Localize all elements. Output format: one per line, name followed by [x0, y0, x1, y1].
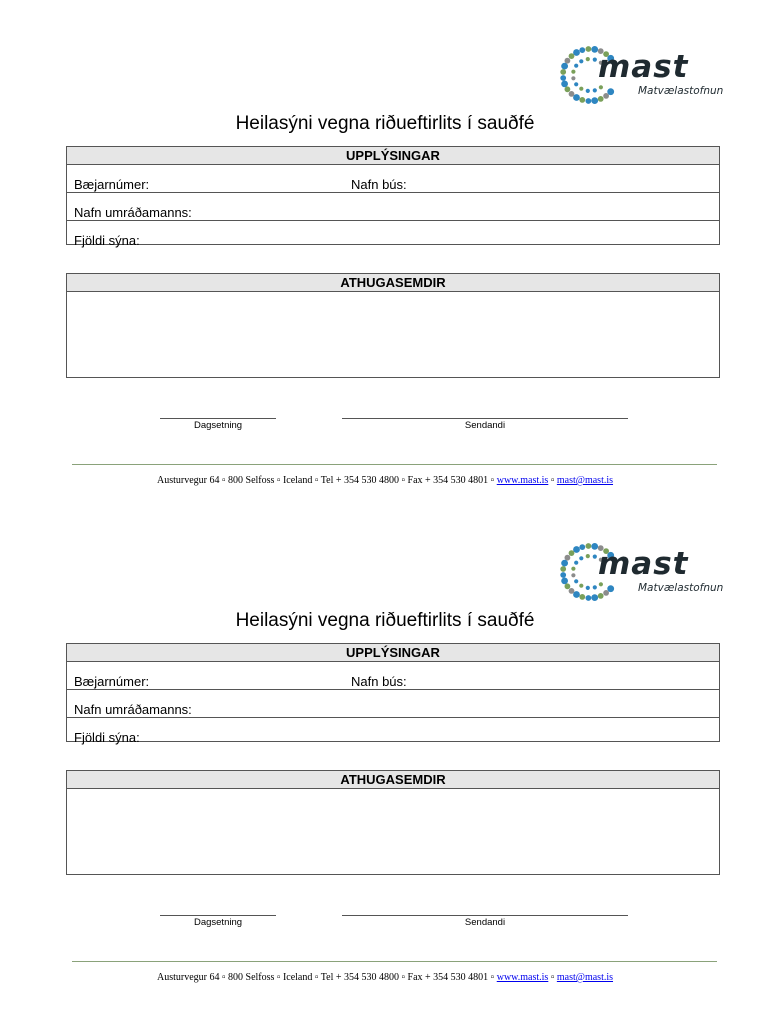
logo-dot — [586, 98, 592, 104]
logo-dot — [560, 572, 566, 578]
logo-dot — [593, 585, 597, 589]
info-section — [66, 643, 720, 745]
footer-separator: ▫ — [550, 475, 555, 486]
logo-dot — [586, 554, 590, 558]
logo-dot — [591, 97, 598, 104]
logo-dot — [586, 586, 590, 590]
notes-area[interactable] — [67, 789, 719, 875]
logo-dot — [573, 94, 580, 101]
footer-divider — [72, 464, 717, 465]
logo-dot — [574, 561, 578, 565]
handler-label: Nafn umráðamanns: — [74, 702, 192, 717]
farm-name-label: Nafn bús: — [351, 177, 407, 192]
logo-dot — [586, 57, 590, 61]
form-copy-1 — [0, 0, 770, 500]
date-signature-line[interactable] — [160, 915, 276, 916]
footer — [0, 971, 770, 984]
logo-dot — [586, 595, 592, 601]
logo-dot — [560, 69, 566, 75]
logo-dot — [565, 555, 571, 561]
logo-dot — [579, 556, 583, 560]
logo-dot — [571, 76, 575, 80]
row-sample-count[interactable] — [67, 718, 719, 745]
logo-dot — [561, 81, 568, 88]
notes-header: ATHUGASEMDIR — [67, 274, 719, 292]
logo-dot — [607, 585, 614, 592]
logo-dot — [598, 593, 604, 599]
logo-dot — [560, 75, 566, 81]
footer — [0, 474, 770, 487]
email-link[interactable]: mast@mast.is — [556, 972, 614, 983]
logo-dot — [586, 543, 592, 549]
notes-area[interactable] — [67, 292, 719, 378]
footer-separator: ▫ — [550, 972, 555, 983]
logo-dot — [569, 550, 575, 556]
farm-name-label: Nafn bús: — [351, 674, 407, 689]
notes-section — [66, 770, 720, 875]
sample-count-label: Fjöldi sýna: — [74, 233, 140, 248]
logo-dot — [599, 85, 603, 89]
date-signature-line[interactable] — [160, 418, 276, 419]
row-handler[interactable] — [67, 193, 719, 221]
logo-dot — [607, 88, 614, 95]
logo-dot — [586, 89, 590, 93]
mast-logo — [558, 44, 728, 106]
logo-subtitle: Matvælastofnun — [638, 85, 724, 97]
logo-dot — [565, 583, 571, 589]
footer-divider — [72, 961, 717, 962]
logo-dot — [565, 58, 571, 64]
logo-dot — [586, 46, 592, 52]
logo-dot — [593, 88, 597, 92]
logo-dot — [579, 584, 583, 588]
notes-header: ATHUGASEMDIR — [67, 771, 719, 789]
mast-logo — [558, 541, 728, 603]
logo-wordmark: mast — [598, 49, 689, 85]
website-link[interactable]: www.mast.is — [496, 475, 549, 486]
logo-dot — [573, 591, 580, 598]
logo-dot — [571, 573, 575, 577]
sender-signature-line[interactable] — [342, 915, 628, 916]
form-copy-2 — [0, 497, 770, 997]
logo-dot — [593, 555, 597, 559]
info-header: UPPLÝSINGAR — [67, 644, 719, 662]
sender-signature-line[interactable] — [342, 418, 628, 419]
sender-label: Sendandi — [464, 917, 506, 928]
logo-dot — [598, 96, 604, 102]
sender-label: Sendandi — [464, 420, 506, 431]
logo-dot — [574, 579, 578, 583]
logo-wordmark: mast — [598, 546, 689, 582]
info-section — [66, 146, 720, 248]
logo-dot — [571, 567, 575, 571]
logo-dot — [565, 86, 571, 92]
logo-subtitle: Matvælastofnun — [638, 582, 724, 594]
row-sample-count[interactable] — [67, 221, 719, 248]
farm-number-label: Bæjarnúmer: — [74, 674, 150, 689]
logo-dot — [599, 582, 603, 586]
form-title: Heilasýni vegna riðueftirlits í sauðfé — [235, 610, 535, 631]
date-label: Dagsetning — [193, 917, 243, 928]
row-farm[interactable] — [67, 662, 719, 690]
info-header: UPPLÝSINGAR — [67, 147, 719, 165]
logo-dot — [569, 53, 575, 59]
logo-dot — [574, 82, 578, 86]
logo-dot — [593, 58, 597, 62]
footer-address: Austurvegur 64 ▫ 800 Selfoss ▫ Iceland ▫ Tel + 354 530 4800 ▫ Fax + 354 530 4801 ▫ — [156, 475, 495, 486]
logo-dot — [560, 566, 566, 572]
logo-dot — [579, 97, 585, 103]
logo-dot — [571, 70, 575, 74]
row-handler[interactable] — [67, 690, 719, 718]
form-title: Heilasýni vegna riðueftirlits í sauðfé — [235, 113, 535, 134]
notes-section — [66, 273, 720, 378]
logo-dot — [579, 47, 585, 53]
logo-dot — [579, 544, 585, 550]
email-link[interactable]: mast@mast.is — [556, 475, 614, 486]
sample-count-label: Fjöldi sýna: — [74, 730, 140, 745]
logo-dot — [561, 560, 568, 567]
logo-dot — [579, 87, 583, 91]
footer-address: Austurvegur 64 ▫ 800 Selfoss ▫ Iceland ▫ Tel + 354 530 4800 ▫ Fax + 354 530 4801 ▫ — [156, 972, 495, 983]
row-farm[interactable] — [67, 165, 719, 193]
logo-dot — [574, 64, 578, 68]
logo-dot — [561, 578, 568, 585]
logo-dot — [561, 63, 568, 70]
handler-label: Nafn umráðamanns: — [74, 205, 192, 220]
farm-number-label: Bæjarnúmer: — [74, 177, 150, 192]
website-link[interactable]: www.mast.is — [496, 972, 549, 983]
date-label: Dagsetning — [193, 420, 243, 431]
logo-dot — [579, 594, 585, 600]
logo-dot — [591, 594, 598, 601]
logo-dot — [579, 59, 583, 63]
